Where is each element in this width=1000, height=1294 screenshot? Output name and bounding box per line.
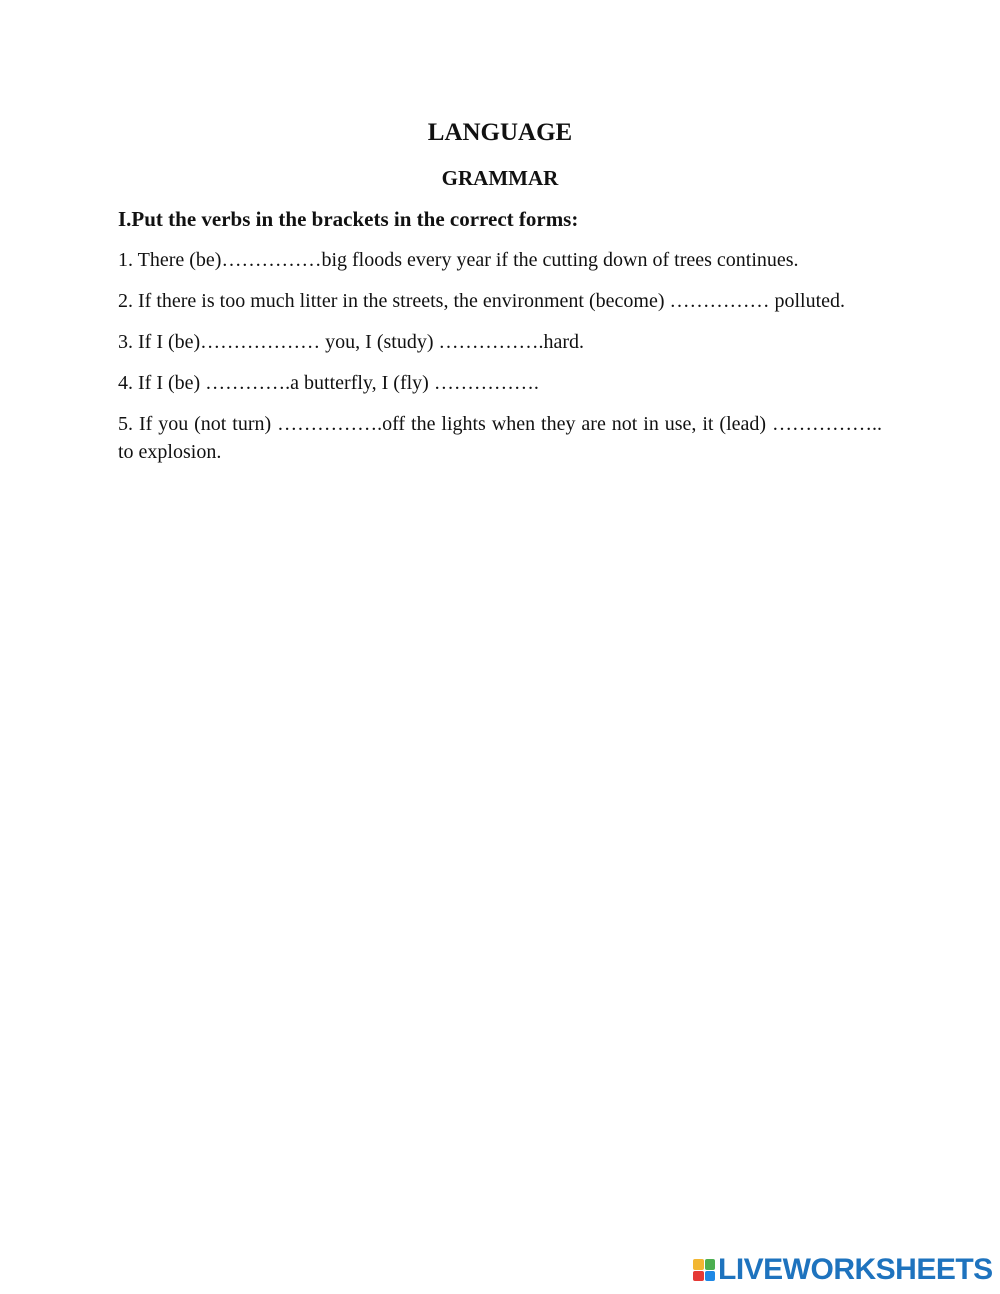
logo-text: LIVEWORKSHEETS (718, 1253, 993, 1286)
logo-badge-cell (705, 1259, 716, 1270)
exercise-instruction: I.Put the verbs in the brackets in the correct forms: (118, 207, 579, 231)
logo-badge-cell (693, 1259, 704, 1270)
question-item-5: 5. If you (not turn) …………….off the lights when they are not in use, it (lead) …………….. to explosion. (118, 413, 882, 463)
section-heading: GRAMMAR (441, 166, 559, 190)
logo-badge-cell (705, 1271, 716, 1282)
liveworksheets-logo (693, 1254, 993, 1286)
question-item-4: 4. If I (be) ………….a butterfly, I (fly) ……………. (118, 372, 539, 394)
question-item-1: 1. There (be)……………big floods every year if the cutting down of trees continues. (118, 249, 799, 271)
page-title: LANGUAGE (427, 119, 573, 146)
liveworksheets-logo-icon (693, 1259, 715, 1281)
question-item-2: 2. If there is too much litter in the streets, the environment (become) …………… polluted. (118, 290, 846, 312)
question-list (118, 246, 882, 479)
question-item-3: 3. If I (be)……………… you, I (study) …………….hard. (118, 331, 585, 353)
logo-badge-cell (693, 1271, 704, 1282)
